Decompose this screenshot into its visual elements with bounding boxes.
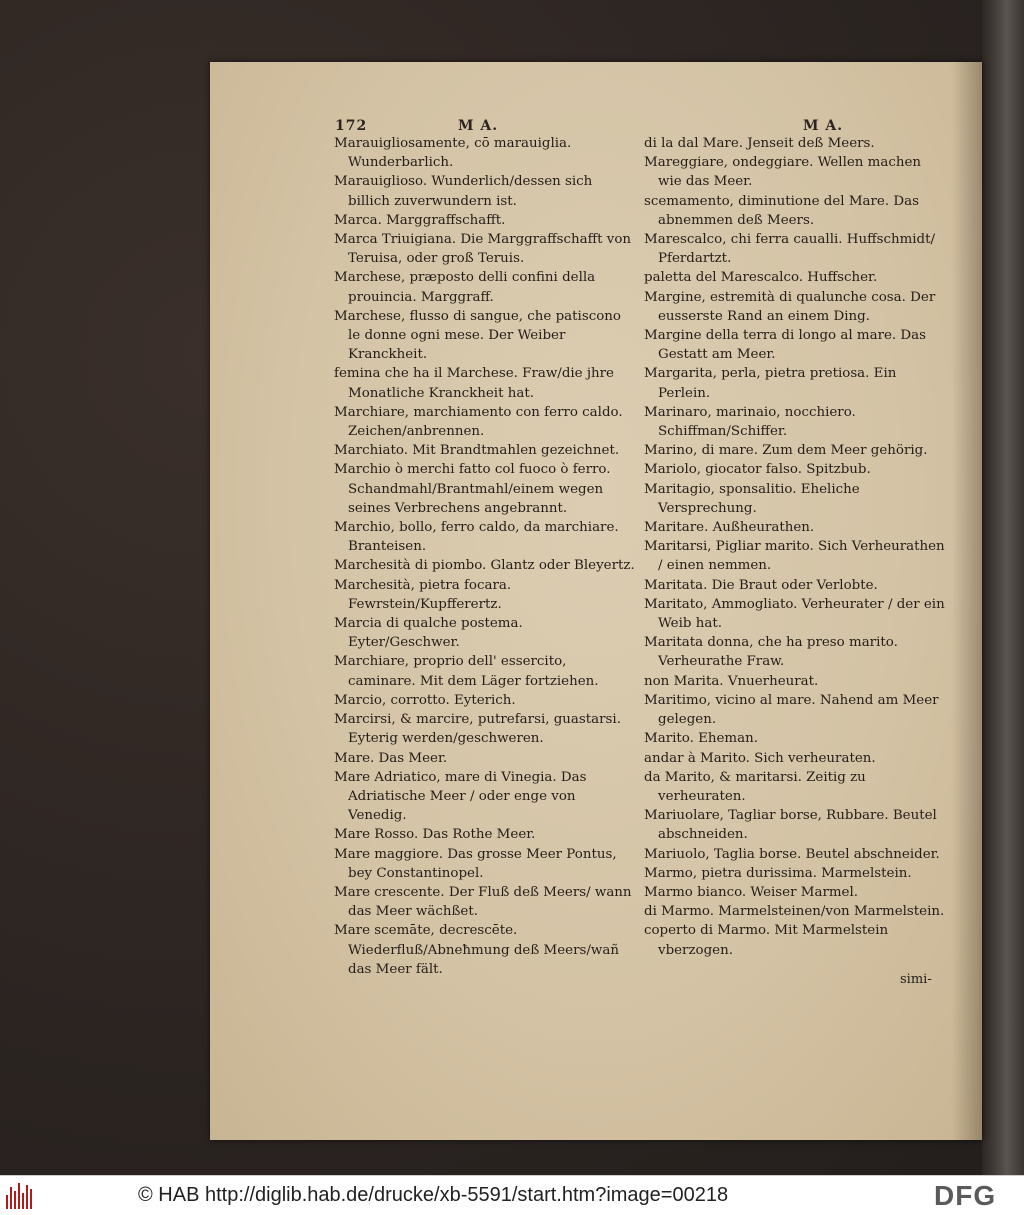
dictionary-entry: andar à Marito. Sich verheuraten. xyxy=(644,750,876,766)
hab-logo-icon xyxy=(6,1182,34,1209)
dictionary-entry: Marchio ò merchi fatto col fuoco ò ferro. Schandmahl/Brantmahl/einem wegen seines Verbrechens angebrannt. xyxy=(334,462,611,516)
left-column xyxy=(334,134,636,979)
dictionary-entry: Mare maggiore. Das grosse Meer Pontus, bey Constantinopel. xyxy=(334,846,617,881)
dictionary-entry: Marca. Marggraffschafft. xyxy=(334,212,506,228)
dictionary-entry: Maritata. Die Braut oder Verlobte. xyxy=(644,577,878,593)
dictionary-entry: Maritagio, sponsalitio. Eheliche Versprechung. xyxy=(644,481,860,516)
dictionary-entry: Mare crescente. Der Fluß deß Meers/ wann das Meer wächßet. xyxy=(334,884,632,920)
dictionary-entry: Mareggiare, ondeggiare. Wellen machen wie das Meer. xyxy=(644,155,922,190)
dictionary-entry: Mariolo, giocator falso. Spitzbub. xyxy=(644,462,871,478)
catchword: simi- xyxy=(900,972,932,987)
dictionary-entry: Mariuolo, Taglia borse. Beutel abschneider. xyxy=(644,846,940,862)
dictionary-entry: Mare scemāte, decrescēte. Wiederfluß/Abneħmung deß Meers/wañ das Meer fält. xyxy=(334,923,619,977)
footer-bar xyxy=(0,1175,1024,1215)
dictionary-entry: Mare Adriatico, mare di Vinegia. Das Adriatische Meer / oder enge von Venedig. xyxy=(334,769,587,824)
dictionary-entry: coperto di Marmo. Mit Marmelstein vberzogen. xyxy=(644,923,889,958)
dictionary-entry: Marcio, corrotto. Eyterich. xyxy=(334,692,516,708)
dictionary-entry: Marauiglioso. Wunderlich/dessen sich billich zuverwundern ist. xyxy=(334,174,593,209)
next-page-edge xyxy=(982,0,1024,1175)
dictionary-entry: Marmo, pietra durissima. Marmelstein. xyxy=(644,865,912,881)
dictionary-entry: Maritarsi, Pigliar marito. Sich Verheurathen / einen nemmen. xyxy=(644,539,945,574)
running-header-left: M A. xyxy=(458,118,499,134)
dictionary-entry: scemamento, diminutione del Mare. Das abnemmen deß Meers. xyxy=(644,193,919,228)
dictionary-entry: Marchesità, pietra focara. Fewrstein/Kupfferertz. xyxy=(334,577,512,612)
dictionary-entry: Marescalco, chi ferra caualli. Huffschmidt/ Pferdartzt. xyxy=(644,232,936,267)
footer-citation: © HAB http://diglib.hab.de/drucke/xb-5591/start.htm?image=00218 xyxy=(138,1184,729,1206)
dictionary-entry: Marchese, præposto delli confini della prouincia. Marggraff. xyxy=(334,270,596,305)
dictionary-entry: Marchiato. Mit Brandtmahlen gezeichnet. xyxy=(334,443,620,459)
dictionary-entry: Maritato, Ammogliato. Verheurater / der ein Weib hat. xyxy=(644,596,945,632)
right-column xyxy=(644,134,946,960)
book-page xyxy=(210,62,982,1140)
dictionary-entry: Marca Triuigiana. Die Marggraffschafft von Teruisa, oder groß Teruis. xyxy=(334,232,632,267)
dictionary-entry: Maritata donna, che ha preso marito. Verheurathe Fraw. xyxy=(644,635,898,670)
dictionary-entry: di Marmo. Marmelsteinen/von Marmelstein. xyxy=(644,904,945,920)
dictionary-entry: da Marito, & maritarsi. Zeitig zu verheuraten. xyxy=(644,769,866,804)
dictionary-entry: Margine della terra di longo al mare. Das Gestatt am Meer. xyxy=(644,328,927,363)
dictionary-entry: Marinaro, marinaio, nocchiero. Schiffman/Schiffer. xyxy=(644,404,856,440)
dictionary-entry: Mare. Das Meer. xyxy=(334,750,448,766)
dictionary-entry: femina che ha il Marchese. Fraw/die jhre Monatliche Kranckheit hat. xyxy=(334,366,614,401)
dfg-logo: DFG xyxy=(934,1180,997,1211)
dictionary-entry: Marauigliosamente, cō marauiglia. Wunderbarlich. xyxy=(334,136,572,171)
dictionary-entry: Marchio, bollo, ferro caldo, da marchiare. Branteisen. xyxy=(334,520,619,555)
dictionary-entry: Marito. Eheman. xyxy=(644,731,758,747)
dictionary-entry: Margine, estremità di qualunche cosa. Der eusserste Rand an einem Ding. xyxy=(644,289,936,324)
dictionary-entry: Maritimo, vicino al mare. Nahend am Meer gelegen. xyxy=(644,692,939,728)
dictionary-entry: Mariuolare, Tagliar borse, Rubbare. Beutel abschneiden. xyxy=(644,808,937,843)
dictionary-entry: Marchese, flusso di sangue, che patiscono le donne ogni mese. Der Weiber Kranckheit. xyxy=(334,308,621,363)
dictionary-entry: Mare Rosso. Das Rothe Meer. xyxy=(334,827,536,843)
dictionary-entry: Maritare. Außheurathen. xyxy=(644,520,815,536)
dictionary-entry: Marmo bianco. Weiser Marmel. xyxy=(644,884,859,900)
running-header-right: M A. xyxy=(803,118,844,134)
dictionary-entry: Marcia di qualche postema. Eyter/Geschwer. xyxy=(334,616,523,651)
dictionary-entry: paletta del Marescalco. Huffscher. xyxy=(644,270,878,286)
dictionary-entry: Marchiare, proprio dell' essercito, caminare. Mit dem Läger fortziehen. xyxy=(334,654,599,689)
dictionary-entry: Marchesità di piombo. Glantz oder Bleyertz. xyxy=(334,558,635,574)
dictionary-entry: Margarita, perla, pietra pretiosa. Ein Perlein. xyxy=(644,366,897,401)
dictionary-entry: Marcirsi, & marcire, putrefarsi, guastarsi. Eyterig werden/geschweren. xyxy=(334,712,621,747)
dictionary-entry: di la dal Mare. Jenseit deß Meers. xyxy=(644,136,875,151)
page-number: 172 xyxy=(335,118,368,134)
dictionary-entry: Marchiare, marchiamento con ferro caldo. Zeichen/anbrennen. xyxy=(334,404,623,440)
dictionary-entry: non Marita. Vnuerheurat. xyxy=(644,673,819,689)
dictionary-entry: Marino, di mare. Zum dem Meer gehörig. xyxy=(644,443,928,459)
